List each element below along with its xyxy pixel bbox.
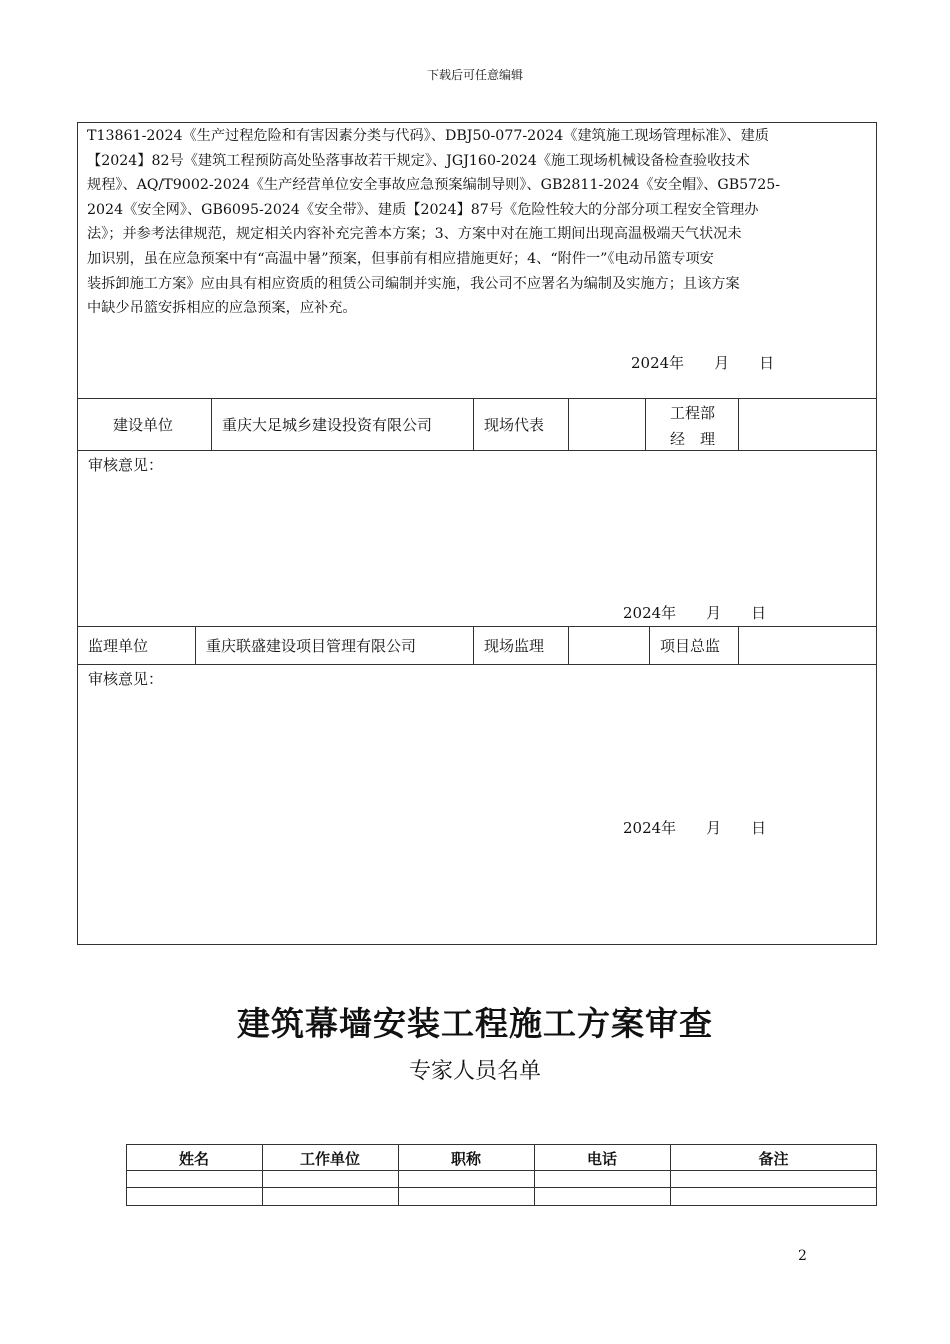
opinion-line: 规程》、AQ/T9002-2024《生产经营单位安全事故应急预案编制导则》、GB2811-2024《安全帽》、GB5725-: [87, 177, 781, 194]
column-header-phone: 电话: [586, 1150, 617, 1168]
opinion-line: T13861-2024《生产过程危险和有害因素分类与代码》、DBJ50-077-2024《建筑施工现场管理标准》、建质: [87, 128, 769, 144]
supervision-unit-label: 监理单位: [88, 637, 149, 655]
project-chief-supervisor-label: 项目总监: [660, 637, 721, 655]
site-supervisor-label: 现场监理: [484, 637, 545, 655]
document-subtitle: 专家人员名单: [408, 1059, 541, 1084]
column-header-workplace: 工作单位: [299, 1150, 360, 1168]
page-header: 下载后可任意编辑: [426, 68, 523, 82]
opinion-line: 法》；并参考法律规范，规定相关内容补充完善本方案；3、方案中对在施工期间出现高温极端天气状况未: [87, 226, 742, 243]
divider: [738, 626, 739, 664]
supervision-review-date: 2024年 月 日: [623, 819, 767, 837]
column-header-remarks: 备注: [758, 1150, 789, 1168]
opinion-line: 加识别，虽在应急预案中有“高温中暑”预案，但事前有相应措施更好；4、“附件一”《电动吊篮专项安: [87, 250, 714, 267]
divider: [645, 398, 646, 450]
divider: [77, 664, 877, 665]
column-header-name: 姓名: [178, 1150, 209, 1168]
opinion-line: 2024《安全网》、GB6095-2024《安全带》、建质【2024】87号《危险性较大的分部分项工程安全管理办: [87, 201, 759, 218]
divider: [77, 626, 877, 627]
supervision-review-label: 审核意见：: [88, 670, 164, 688]
opinion-line: 中缺少吊篮安拆相应的应急预案，应补充。: [87, 300, 357, 317]
table-row-divider: [126, 1187, 877, 1188]
construction-review-date: 2024年 月 日: [623, 604, 767, 622]
engineering-manager-label-line2: 经 理: [670, 430, 716, 448]
expert-opinion-text: [87, 124, 869, 321]
table-row-divider: [126, 1170, 877, 1171]
document-title: 建筑幕墙安装工程施工方案审查: [237, 1004, 713, 1043]
divider: [77, 398, 877, 399]
construction-review-label: 审核意见：: [88, 456, 164, 474]
engineering-manager-label-line1: 工程部: [670, 404, 716, 422]
divider: [77, 450, 877, 451]
supervision-unit-name: 重庆联盛建设项目管理有限公司: [206, 637, 417, 655]
column-header-title: 职称: [450, 1150, 481, 1168]
divider: [473, 398, 474, 450]
page-number: 2: [798, 1248, 807, 1264]
opinion-line: 【2024】82号《建筑工程预防高处坠落事故若干规定》、JGJ160-2024《施工现场机械设备检查验收技术: [87, 152, 750, 169]
divider: [649, 626, 650, 664]
divider: [738, 398, 739, 450]
opinion-line: 装拆卸施工方案》应由具有相应资质的租赁公司编制并实施，我公司不应署名为编制及实施方；且该方案: [87, 275, 740, 292]
divider: [568, 398, 569, 450]
construction-unit-label: 建设单位: [113, 416, 174, 434]
construction-unit-name: 重庆大足城乡建设投资有限公司: [222, 416, 433, 434]
divider: [568, 626, 569, 664]
divider: [473, 626, 474, 664]
divider: [211, 398, 212, 450]
expert-opinion-date: 2024年 月 日: [631, 354, 775, 372]
divider: [195, 626, 196, 664]
site-representative-label: 现场代表: [484, 416, 545, 434]
